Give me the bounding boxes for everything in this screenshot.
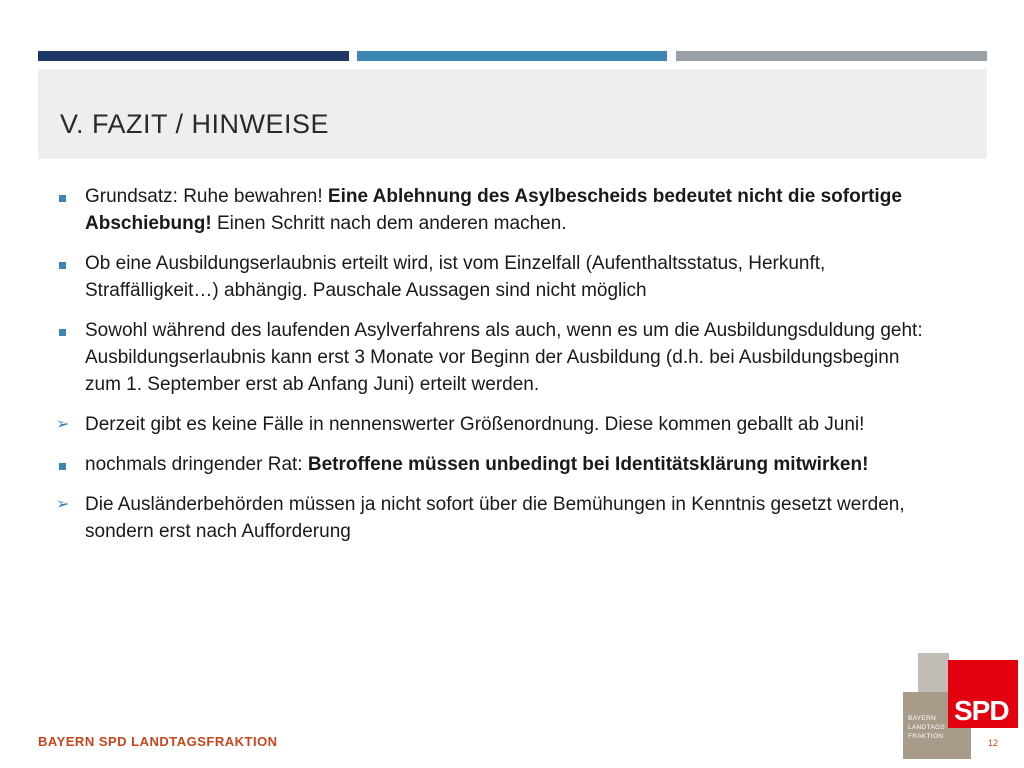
bullet-item <box>56 183 936 237</box>
logo-fraktion-text: BAYERN LANDTAGS FRAKTION <box>908 715 945 740</box>
footer-brand: BAYERN SPD LANDTAGSFRAKTION <box>38 734 278 749</box>
bullet-text: Grundsatz: Ruhe bewahren! <box>85 186 328 207</box>
accent-bar-blue <box>357 51 667 61</box>
square-bullet-icon <box>59 250 66 277</box>
square-bullet-icon <box>59 183 66 210</box>
bullet-list <box>56 183 936 558</box>
arrow-bullet-icon: ➢ <box>56 416 70 433</box>
title-band <box>38 69 987 159</box>
arrow-bullet-icon: ➢ <box>56 496 70 513</box>
bullet-text: Ob eine Ausbildungserlaubnis erteilt wird, ist vom Einzelfall (Aufenthaltsstatus, Herkunft, Straffälligkeit…) abhängig. Pauschale Aussagen sind nicht möglich <box>85 253 826 301</box>
bullet-text-bold: Eine Ablehnung des Asylbescheids bedeutet nicht die sofortige Abschiebung! <box>85 186 902 234</box>
square-bullet-icon <box>59 317 66 344</box>
bullet-item <box>56 411 936 438</box>
bullet-item <box>56 317 936 398</box>
accent-bar-dark <box>38 51 349 61</box>
bullet-text: Sowohl während des laufenden Asylverfahrens als auch, wenn es um die Ausbildungsduldung geht: Ausbildungserlaubnis kann erst 3 Monate vor Beginn der Ausbildung (d.h. bei Ausbildungsbeginn zum 1. September erst ab Anfang Juni) erteilt werden. <box>85 320 923 395</box>
bullet-item <box>56 451 936 478</box>
bullet-text: Derzeit gibt es keine Fälle in nennenswerter Größenordnung. Diese kommen geballt ab Juni! <box>85 414 865 435</box>
bullet-item <box>56 491 936 545</box>
page-number: 12 <box>988 738 999 748</box>
bullet-text: Die Ausländerbehörden müssen ja nicht sofort über die Bemühungen in Kenntnis gesetzt werden, sondern erst nach Aufforderung <box>85 494 905 542</box>
square-bullet-icon <box>59 451 66 478</box>
logo-grey-block-top <box>918 653 949 693</box>
bullet-text-bold: Betroffene müssen unbedingt bei Identitätsklärung mitwirken! <box>307 454 869 475</box>
bullet-text: Einen Schritt nach dem anderen machen. <box>211 213 567 234</box>
logo-spd-text: SPD <box>954 695 1009 726</box>
bullet-text: nochmals dringender Rat: <box>85 454 308 475</box>
slide-title: V. FAZIT / HINWEISE <box>60 109 330 139</box>
bullet-item <box>56 250 936 304</box>
accent-bar-grey <box>676 51 987 61</box>
